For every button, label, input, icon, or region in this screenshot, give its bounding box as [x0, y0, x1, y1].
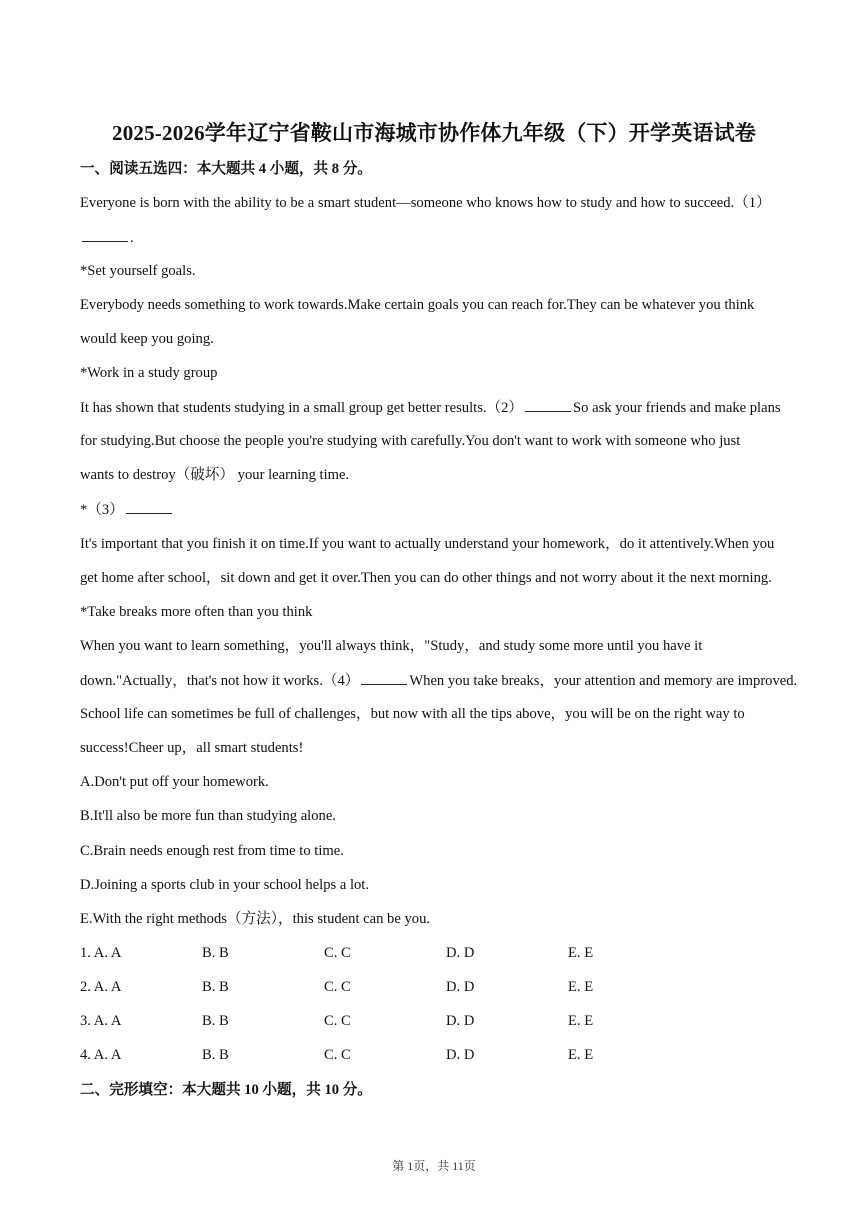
passage-text: So ask your friends and make plans	[573, 400, 781, 416]
passage-text: .	[130, 230, 134, 246]
choice-option: A.Don't put off your homework.	[80, 774, 269, 790]
passage-text: It has shown that students studying in a small group get better results.（2）	[80, 400, 524, 416]
page-title: 2025-2026学年辽宁省鞍山市海城市协作体九年级（下）开学英语试卷	[112, 121, 756, 145]
passage-line: Everyone is born with the ability to be a smart student—someone who knows how to study and how to succeed.（1）	[80, 195, 771, 211]
answer-option-b: B. B	[202, 979, 229, 995]
answer-blank	[126, 500, 172, 514]
answer-option-d: D. D	[446, 1047, 475, 1063]
passage-line: It's important that you finish it on time.If you want to actually understand your homework，do it attentively.When you	[80, 536, 775, 552]
choice-option: E.With the right methods（方法），this student can be you.	[80, 911, 431, 927]
passage-line: for studying.But choose the people you're studying with carefully.You don't want to work with someone who just	[80, 433, 741, 449]
passage-line	[80, 398, 781, 417]
choice-option: B.It'll also be more fun than studying alone.	[80, 808, 336, 824]
answer-option-d: D. D	[446, 979, 475, 995]
answer-option-b: B. B	[202, 1047, 229, 1063]
answer-option-b: B. B	[202, 945, 229, 961]
choice-option: D.Joining a sports club in your school helps a lot.	[80, 877, 370, 893]
passage-text: down."Actually，that's not how it works.（4）	[80, 673, 360, 689]
page-footer: 第 1页，共 11页	[392, 1159, 476, 1173]
answer-option-e: E. E	[568, 979, 594, 995]
passage-line: get home after school，sit down and get it over.Then you can do other things and not worry about it the next morning.	[80, 570, 772, 586]
section-heading-1: 一、阅读五选四：本大题共 4 小题，共 8 分。	[80, 161, 372, 177]
answer-option-e: E. E	[568, 1047, 594, 1063]
tip-heading	[80, 500, 174, 519]
answer-option-c: C. C	[324, 1013, 351, 1029]
passage-line: would keep you going.	[80, 331, 214, 347]
answer-blank	[525, 398, 571, 412]
answer-option-d: D. D	[446, 945, 475, 961]
passage-line: Everybody needs something to work towards.Make certain goals you can reach for.They can be whatever you think	[80, 297, 755, 313]
answer-option-e: E. E	[568, 1013, 594, 1029]
answer-option-d: D. D	[446, 1013, 475, 1029]
passage-line: success!Cheer up，all smart students!	[80, 740, 304, 756]
tip-heading: *Work in a study group	[80, 365, 218, 381]
answer-option-a: 1. A. A	[80, 945, 122, 961]
passage-line: When you want to learn something，you'll always think，"Study，and study some more until you have it	[80, 638, 703, 654]
answer-option-c: C. C	[324, 979, 351, 995]
passage-line	[80, 671, 797, 690]
passage-line: School life can sometimes be full of challenges，but now with all the tips above，you will be on the right way to	[80, 706, 745, 722]
answer-option-e: E. E	[568, 945, 594, 961]
passage-line: wants to destroy（破坏） your learning time.	[80, 467, 350, 483]
answer-option-b: B. B	[202, 1013, 229, 1029]
tip-heading: *Set yourself goals.	[80, 263, 196, 279]
answer-option-a: 4. A. A	[80, 1047, 122, 1063]
passage-line	[80, 228, 134, 247]
passage-text: When you take breaks，your attention and memory are improved.	[409, 673, 798, 689]
answer-blank	[361, 671, 407, 685]
choice-option: C.Brain needs enough rest from time to time.	[80, 843, 344, 859]
answer-option-c: C. C	[324, 1047, 351, 1063]
answer-option-a: 2. A. A	[80, 979, 122, 995]
tip-heading: *Take breaks more often than you think	[80, 604, 313, 620]
passage-text: *（3）	[80, 502, 124, 518]
section-heading-2: 二、完形填空：本大题共 10 小题，共 10 分。	[80, 1082, 372, 1098]
answer-blank	[82, 228, 128, 242]
answer-option-a: 3. A. A	[80, 1013, 122, 1029]
answer-option-c: C. C	[324, 945, 351, 961]
